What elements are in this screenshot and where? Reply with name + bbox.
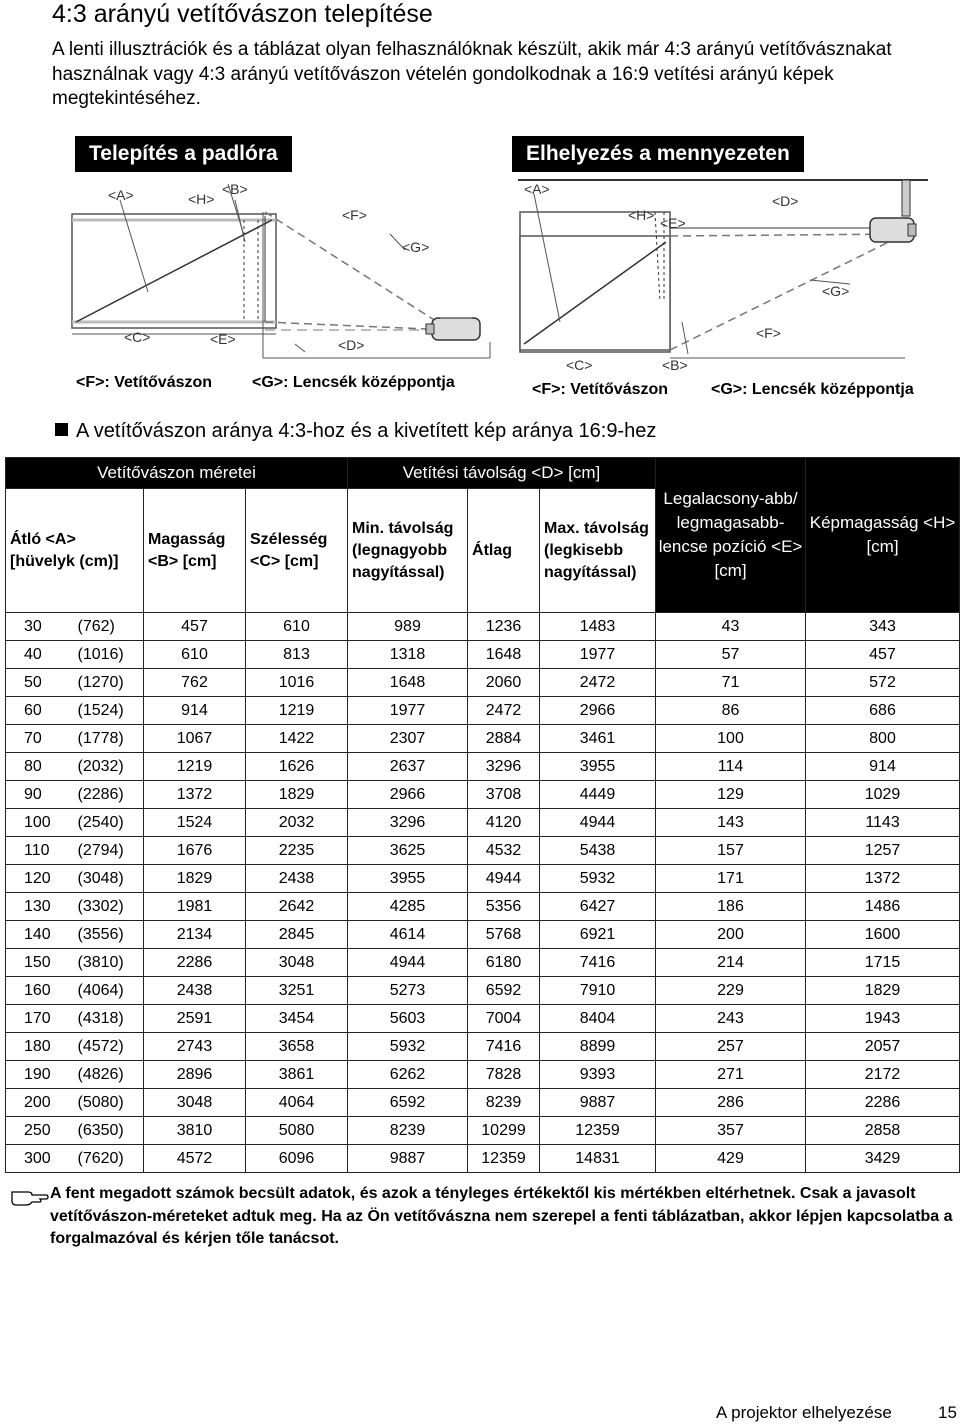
table-cell: 2060 <box>468 669 540 697</box>
table-cell: 6180 <box>468 949 540 977</box>
table-cell: 5438 <box>540 837 656 865</box>
table-cell: 7004 <box>468 1005 540 1033</box>
table-cell: 3048 <box>246 949 348 977</box>
table-cell: 2286 <box>144 949 246 977</box>
header-image-height: Képmagasság <H> [cm] <box>806 458 960 613</box>
table-cell: 1372 <box>806 865 960 893</box>
table-cell: 5768 <box>468 921 540 949</box>
table-cell: 4572 <box>144 1145 246 1173</box>
table-cell: 3955 <box>540 753 656 781</box>
table-row <box>6 921 960 949</box>
table-cell: 2896 <box>144 1061 246 1089</box>
table-cell: 3454 <box>246 1005 348 1033</box>
table-cell: 71 <box>656 669 806 697</box>
table-row <box>6 725 960 753</box>
table-cell: 429 <box>656 1145 806 1173</box>
table-cell: 457 <box>144 613 246 641</box>
table-cell: 5356 <box>468 893 540 921</box>
table-row <box>6 809 960 837</box>
table-cell: 160 <box>6 977 74 1005</box>
floor-label-c: <C> <box>124 329 151 345</box>
header-average: Átlag <box>468 489 540 613</box>
note-text: A fent megadott számok becsült adatok, és azok a tényleges értékektől kis mértékben eltérhetnek. Csak a javasolt vetítővászon-méreteket adtuk meg. Ha az Ön vetítővászna nem szerepel a fenti táblázatban, akkor lépjen kapcsolatba a forgalmazóval és kérjen tőle tanácsot. <box>50 1185 953 1247</box>
table-cell: (1778) <box>74 725 144 753</box>
table-row <box>6 865 960 893</box>
table-cell: 250 <box>6 1117 74 1145</box>
ceiling-label-b: <B> <box>662 357 688 372</box>
table-cell: (4826) <box>74 1061 144 1089</box>
table-cell: 2172 <box>806 1061 960 1089</box>
table-cell: 343 <box>806 613 960 641</box>
table-cell: (6350) <box>74 1117 144 1145</box>
table-cell: 9393 <box>540 1061 656 1089</box>
table-cell: 180 <box>6 1033 74 1061</box>
table-cell: 3461 <box>540 725 656 753</box>
table-cell: 130 <box>6 893 74 921</box>
table-cell: (1524) <box>74 697 144 725</box>
table-cell: 9887 <box>540 1089 656 1117</box>
header-lens-offset: Legalacsony-abb/ legmagasabb-lencse pozíció <E> [cm] <box>656 458 806 613</box>
table-cell: 8899 <box>540 1033 656 1061</box>
table-cell: 1219 <box>246 697 348 725</box>
table-cell: 2743 <box>144 1033 246 1061</box>
floor-diagram-title: Telepítés a padlóra <box>75 136 292 172</box>
table-cell: 1029 <box>806 781 960 809</box>
table-cell: 762 <box>144 669 246 697</box>
table-cell: 190 <box>6 1061 74 1089</box>
table-cell: 214 <box>656 949 806 977</box>
table-cell: 140 <box>6 921 74 949</box>
table-cell: 6921 <box>540 921 656 949</box>
ceiling-label-g: <G> <box>822 283 850 299</box>
table-cell: 2845 <box>246 921 348 949</box>
floor-label-b: <B> <box>222 181 248 197</box>
table-row <box>6 697 960 725</box>
table-cell: 60 <box>6 697 74 725</box>
table-cell: 1981 <box>144 893 246 921</box>
table-row <box>6 1089 960 1117</box>
table-cell: 129 <box>656 781 806 809</box>
table-cell: 2884 <box>468 725 540 753</box>
table-cell: 2438 <box>144 977 246 1005</box>
table-cell: (3302) <box>74 893 144 921</box>
table-cell: 14831 <box>540 1145 656 1173</box>
table-cell: (3556) <box>74 921 144 949</box>
header-diagonal: Átló <A> [hüvelyk (cm)] <box>6 489 144 613</box>
table-cell: 2966 <box>348 781 468 809</box>
table-cell: 1829 <box>144 865 246 893</box>
table-cell: 914 <box>144 697 246 725</box>
table-cell: 1067 <box>144 725 246 753</box>
table-cell: 7416 <box>468 1033 540 1061</box>
table-cell: 2307 <box>348 725 468 753</box>
table-cell: 120 <box>6 865 74 893</box>
table-cell: 12359 <box>540 1117 656 1145</box>
table-cell: 57 <box>656 641 806 669</box>
table-cell: 4944 <box>468 865 540 893</box>
table-cell: 1648 <box>348 669 468 697</box>
table-cell: 8239 <box>468 1089 540 1117</box>
ceiling-label-f: <F> <box>756 325 781 341</box>
table-cell: 1483 <box>540 613 656 641</box>
ceiling-label-d: <D> <box>772 193 799 209</box>
table-cell: 1676 <box>144 837 246 865</box>
table-cell: 2637 <box>348 753 468 781</box>
table-cell: 40 <box>6 641 74 669</box>
table-cell: 686 <box>806 697 960 725</box>
table-cell: 6262 <box>348 1061 468 1089</box>
ceiling-label-h: <H> <box>628 207 655 223</box>
table-cell: 1486 <box>806 893 960 921</box>
ceiling-label-e: <E> <box>660 215 686 231</box>
table-cell: (762) <box>74 613 144 641</box>
floor-label-e: <E> <box>210 331 236 347</box>
table-cell: 1943 <box>806 1005 960 1033</box>
floor-label-a: <A> <box>108 187 134 203</box>
table-cell: 2235 <box>246 837 348 865</box>
table-cell: 4064 <box>246 1089 348 1117</box>
floor-label-g: <G> <box>402 239 430 255</box>
table-cell: 100 <box>6 809 74 837</box>
header-min-distance: Min. távolság (legnagyobb nagyítással) <box>348 489 468 613</box>
header-height: Magasság <B> [cm] <box>144 489 246 613</box>
table-cell: 3625 <box>348 837 468 865</box>
table-cell: 2134 <box>144 921 246 949</box>
table-cell: (2540) <box>74 809 144 837</box>
header-screen-size: Vetítővászon méretei <box>6 458 348 489</box>
table-cell: (5080) <box>74 1089 144 1117</box>
table-cell: 1977 <box>540 641 656 669</box>
table-cell: 2472 <box>540 669 656 697</box>
table-cell: 1626 <box>246 753 348 781</box>
table-cell: 1236 <box>468 613 540 641</box>
table-row <box>6 1145 960 1173</box>
table-row <box>6 1117 960 1145</box>
table-cell: 800 <box>806 725 960 753</box>
table-cell: 286 <box>656 1089 806 1117</box>
table-cell: 12359 <box>468 1145 540 1173</box>
square-bullet-icon <box>55 423 68 436</box>
table-cell: 3048 <box>144 1089 246 1117</box>
table-cell: 90 <box>6 781 74 809</box>
table-cell: 2032 <box>246 809 348 837</box>
table-cell: 3861 <box>246 1061 348 1089</box>
table-cell: 572 <box>806 669 960 697</box>
note-hand-icon <box>10 1184 50 1206</box>
table-cell: 80 <box>6 753 74 781</box>
ceiling-label-a: <A> <box>524 181 550 197</box>
table-cell: 3708 <box>468 781 540 809</box>
table-cell: 1422 <box>246 725 348 753</box>
table-cell: 157 <box>656 837 806 865</box>
floor-label-h: <H> <box>188 191 215 207</box>
intro-paragraph: A lenti illusztrációk és a táblázat olyan felhasználóknak készült, akik már 4:3 arányú vetítővásznakat használnak vagy 4:3 arányú vetítővászon vételén gondolkodnak a 16:9 vetítési arányú képek megtekintéséhez. <box>52 39 892 109</box>
table-cell: 170 <box>6 1005 74 1033</box>
table-row <box>6 837 960 865</box>
table-row <box>6 1005 960 1033</box>
table-cell: (1016) <box>74 641 144 669</box>
table-cell: 3429 <box>806 1145 960 1173</box>
table-cell: 4944 <box>540 809 656 837</box>
table-cell: 143 <box>656 809 806 837</box>
ceiling-diagram-title: Elhelyezés a mennyezeten <box>512 136 804 172</box>
table-cell: 3810 <box>144 1117 246 1145</box>
table-cell: 3658 <box>246 1033 348 1061</box>
table-row <box>6 1033 960 1061</box>
table-cell: (1270) <box>74 669 144 697</box>
table-cell: 2858 <box>806 1117 960 1145</box>
table-cell: 5932 <box>348 1033 468 1061</box>
table-cell: 171 <box>656 865 806 893</box>
table-cell: 200 <box>6 1089 74 1117</box>
table-cell: 110 <box>6 837 74 865</box>
table-row <box>6 949 960 977</box>
table-cell: 357 <box>656 1117 806 1145</box>
table-cell: 9887 <box>348 1145 468 1173</box>
table-cell: 1372 <box>144 781 246 809</box>
table-cell: 4449 <box>540 781 656 809</box>
table-cell: 1829 <box>246 781 348 809</box>
footer-page-number: 15 <box>938 1403 957 1422</box>
table-cell: 70 <box>6 725 74 753</box>
screen-size-table <box>5 457 960 1173</box>
ceiling-caption-lens: <G>: Lencsék középpontja <box>711 381 914 398</box>
table-cell: 2591 <box>144 1005 246 1033</box>
table-cell: 1016 <box>246 669 348 697</box>
table-cell: 5932 <box>540 865 656 893</box>
table-cell: 1600 <box>806 921 960 949</box>
table-cell: 6096 <box>246 1145 348 1173</box>
table-cell: (7620) <box>74 1145 144 1173</box>
floor-label-d: <D> <box>338 337 365 353</box>
table-cell: 457 <box>806 641 960 669</box>
table-row <box>6 893 960 921</box>
header-max-distance: Max. távolság (legkisebb nagyítással) <box>540 489 656 613</box>
table-cell: 50 <box>6 669 74 697</box>
table-cell: 186 <box>656 893 806 921</box>
table-cell: 1977 <box>348 697 468 725</box>
table-cell: 8404 <box>540 1005 656 1033</box>
table-cell: 150 <box>6 949 74 977</box>
page-title: 4:3 arányú vetítővászon telepítése <box>52 0 433 28</box>
table-cell: 300 <box>6 1145 74 1173</box>
table-cell: 1219 <box>144 753 246 781</box>
ceiling-label-c: <C> <box>566 357 593 372</box>
table-row <box>6 753 960 781</box>
table-row <box>6 781 960 809</box>
table-cell: 5273 <box>348 977 468 1005</box>
table-cell: 4532 <box>468 837 540 865</box>
table-cell: 3251 <box>246 977 348 1005</box>
table-row <box>6 613 960 641</box>
ceiling-caption-screen: <F>: Vetítővászon <box>532 381 669 398</box>
table-cell: 1143 <box>806 809 960 837</box>
table-cell: 271 <box>656 1061 806 1089</box>
table-cell: 6592 <box>468 977 540 1005</box>
table-cell: 1257 <box>806 837 960 865</box>
table-cell: 3955 <box>348 865 468 893</box>
table-cell: 1524 <box>144 809 246 837</box>
table-cell: 6427 <box>540 893 656 921</box>
table-cell: 3296 <box>348 809 468 837</box>
table-cell: 989 <box>348 613 468 641</box>
table-cell: (4064) <box>74 977 144 1005</box>
ceiling-installation-diagram <box>510 172 950 372</box>
header-width: Szélesség <C> [cm] <box>246 489 348 613</box>
table-cell: 30 <box>6 613 74 641</box>
table-cell: (4572) <box>74 1033 144 1061</box>
table-cell: 257 <box>656 1033 806 1061</box>
table-cell: 86 <box>656 697 806 725</box>
table-cell: 229 <box>656 977 806 1005</box>
table-cell: 243 <box>656 1005 806 1033</box>
table-cell: (3810) <box>74 949 144 977</box>
table-cell: 100 <box>656 725 806 753</box>
table-cell: 914 <box>806 753 960 781</box>
floor-caption-screen: <F>: Vetítővászon <box>76 374 213 391</box>
table-cell: 5080 <box>246 1117 348 1145</box>
floor-caption-lens: <G>: Lencsék középpontja <box>252 374 455 391</box>
table-cell: 114 <box>656 753 806 781</box>
table-cell: 4120 <box>468 809 540 837</box>
table-cell: 610 <box>246 613 348 641</box>
table-cell: (2286) <box>74 781 144 809</box>
table-cell: 610 <box>144 641 246 669</box>
table-cell: 4285 <box>348 893 468 921</box>
table-cell: 43 <box>656 613 806 641</box>
floor-label-f: <F> <box>342 207 367 223</box>
table-cell: 2057 <box>806 1033 960 1061</box>
table-cell: 4944 <box>348 949 468 977</box>
table-cell: 2286 <box>806 1089 960 1117</box>
table-heading: A vetítővászon aránya 4:3-hoz és a kivetített kép aránya 16:9-hez <box>55 420 656 443</box>
footer-section: A projektor elhelyezése <box>716 1403 892 1422</box>
table-cell: (4318) <box>74 1005 144 1033</box>
table-row <box>6 1061 960 1089</box>
table-cell: 6592 <box>348 1089 468 1117</box>
table-cell: 1318 <box>348 641 468 669</box>
table-cell: (3048) <box>74 865 144 893</box>
floor-installation-diagram <box>60 172 500 372</box>
table-cell: 7416 <box>540 949 656 977</box>
table-cell: 1715 <box>806 949 960 977</box>
table-cell: 2966 <box>540 697 656 725</box>
table-cell: 4614 <box>348 921 468 949</box>
table-cell: 5603 <box>348 1005 468 1033</box>
table-cell: (2794) <box>74 837 144 865</box>
table-cell: 10299 <box>468 1117 540 1145</box>
table-cell: 7910 <box>540 977 656 1005</box>
table-row <box>6 977 960 1005</box>
table-cell: (2032) <box>74 753 144 781</box>
table-cell: 200 <box>656 921 806 949</box>
table-cell: 2438 <box>246 865 348 893</box>
table-cell: 7828 <box>468 1061 540 1089</box>
table-cell: 8239 <box>348 1117 468 1145</box>
header-projection-distance: Vetítési távolság <D> [cm] <box>348 458 656 489</box>
table-cell: 813 <box>246 641 348 669</box>
table-cell: 3296 <box>468 753 540 781</box>
table-cell: 2642 <box>246 893 348 921</box>
table-row <box>6 669 960 697</box>
table-cell: 1648 <box>468 641 540 669</box>
table-cell: 1829 <box>806 977 960 1005</box>
table-cell: 2472 <box>468 697 540 725</box>
table-row <box>6 641 960 669</box>
